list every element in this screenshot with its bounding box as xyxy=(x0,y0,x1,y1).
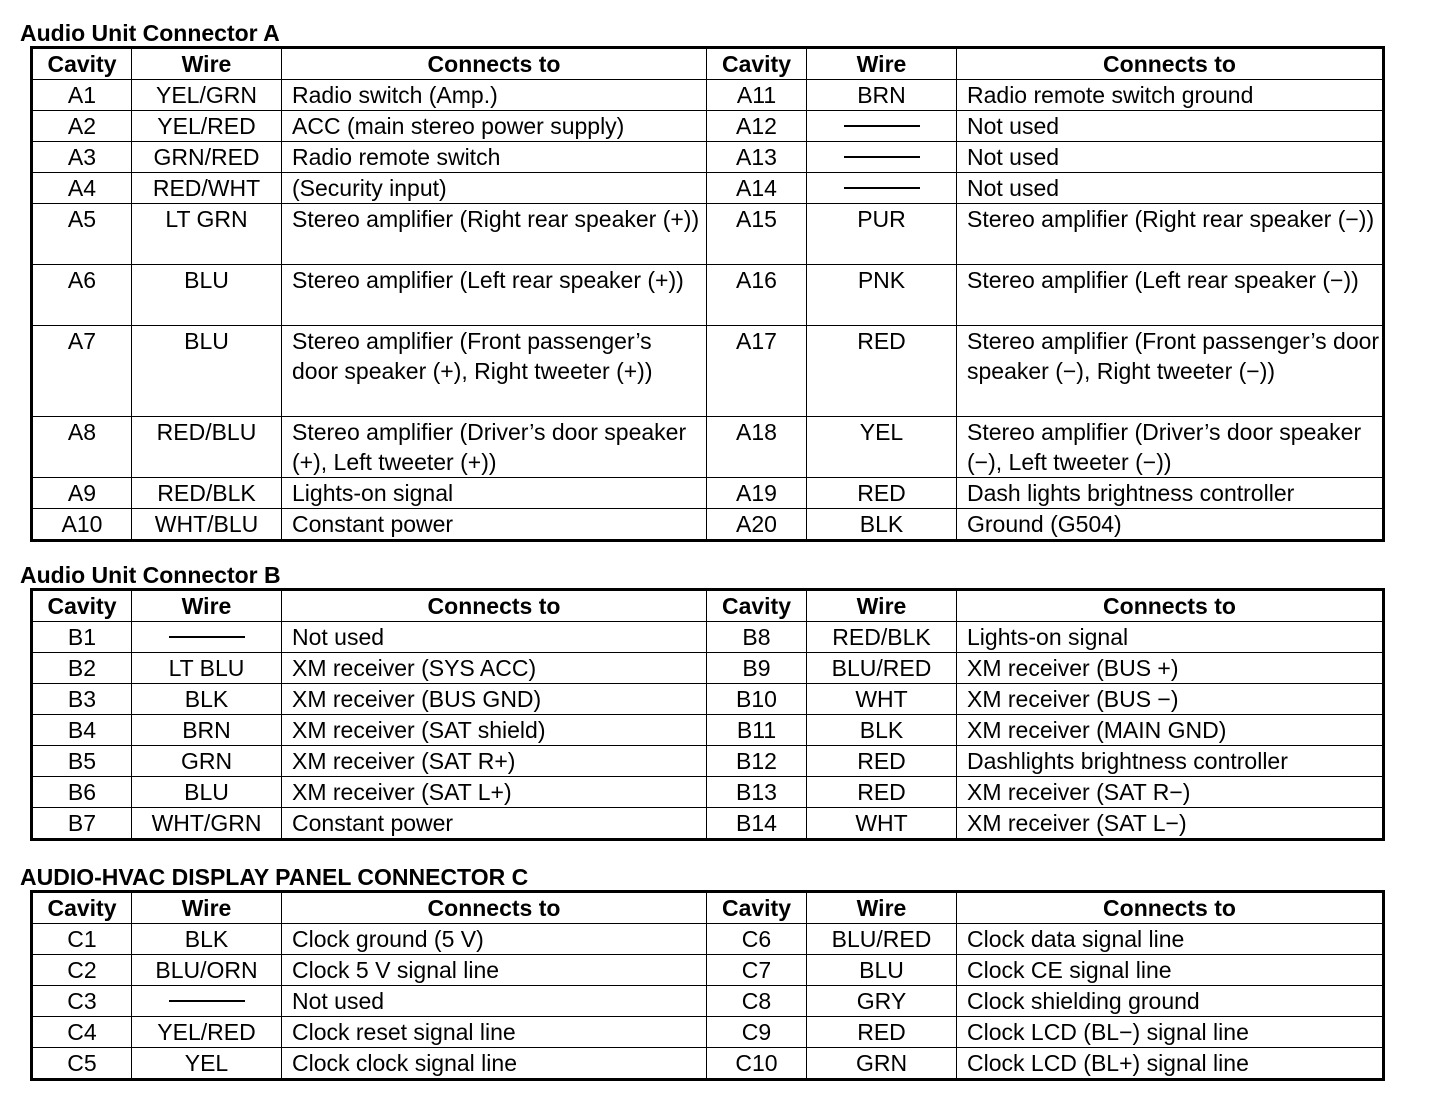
connects-to-cell: Stereo amplifier (Driver’s door speaker (−), Left tweeter (−)) xyxy=(957,417,1384,478)
cavity-cell: C6 xyxy=(707,924,807,955)
cavity-cell: A8 xyxy=(32,417,132,478)
cavity-cell: B1 xyxy=(32,622,132,653)
connector-b-table xyxy=(30,588,1385,841)
wire-cell: RED/WHT xyxy=(132,173,282,204)
table-row xyxy=(32,777,1384,808)
cavity-cell: A17 xyxy=(707,326,807,417)
table-row xyxy=(32,684,1384,715)
wire-cell: RED xyxy=(807,326,957,417)
cavity-cell: A9 xyxy=(32,478,132,509)
header-wire-right: Wire xyxy=(807,892,957,924)
connects-to-cell: Not used xyxy=(282,986,707,1017)
table-row xyxy=(32,265,1384,326)
connects-to-cell: Clock ground (5 V) xyxy=(282,924,707,955)
table-row xyxy=(32,746,1384,777)
wire-cell: GRY xyxy=(807,986,957,1017)
connector-b-section xyxy=(20,562,1382,841)
wire-cell: BLK xyxy=(807,715,957,746)
header-cavity-left: Cavity xyxy=(32,892,132,924)
cavity-cell: B4 xyxy=(32,715,132,746)
wire-cell: GRN xyxy=(807,1048,957,1080)
header-connects-left: Connects to xyxy=(282,590,707,622)
connects-to-cell: Not used xyxy=(957,111,1384,142)
connects-to-cell: (Security input) xyxy=(282,173,707,204)
no-wire-dash xyxy=(169,636,245,638)
header-connects-left: Connects to xyxy=(282,892,707,924)
wire-cell: LT GRN xyxy=(132,204,282,265)
header-connects-right: Connects to xyxy=(957,892,1384,924)
connects-to-cell: XM receiver (SAT shield) xyxy=(282,715,707,746)
cavity-cell: B10 xyxy=(707,684,807,715)
table-row xyxy=(32,111,1384,142)
wire-cell: GRN xyxy=(132,746,282,777)
wire-cell: PNK xyxy=(807,265,957,326)
connects-to-cell: Radio remote switch ground xyxy=(957,80,1384,111)
connects-to-cell: Radio remote switch xyxy=(282,142,707,173)
table-row xyxy=(32,955,1384,986)
connects-to-cell: Radio switch (Amp.) xyxy=(282,80,707,111)
wire-cell: RED/BLK xyxy=(132,478,282,509)
connects-to-cell: Lights-on signal xyxy=(957,622,1384,653)
cavity-cell: C1 xyxy=(32,924,132,955)
connects-to-cell: Stereo amplifier (Left rear speaker (+)) xyxy=(282,265,707,326)
header-connects-left: Connects to xyxy=(282,48,707,80)
connector-b-title: Audio Unit Connector B xyxy=(20,562,281,588)
no-wire-dash xyxy=(169,1000,245,1002)
connects-to-cell: Lights-on signal xyxy=(282,478,707,509)
connects-to-cell: Stereo amplifier (Right rear speaker (−)) xyxy=(957,204,1384,265)
cavity-cell: A20 xyxy=(707,509,807,541)
cavity-cell: C5 xyxy=(32,1048,132,1080)
wire-cell: YEL xyxy=(132,1048,282,1080)
header-row xyxy=(32,892,1384,924)
cavity-cell: B8 xyxy=(707,622,807,653)
cavity-cell: A12 xyxy=(707,111,807,142)
connects-to-cell: XM receiver (SAT L−) xyxy=(957,808,1384,840)
table-row xyxy=(32,417,1384,478)
cavity-cell: B13 xyxy=(707,777,807,808)
header-wire-right: Wire xyxy=(807,590,957,622)
wire-cell: YEL xyxy=(807,417,957,478)
wire-cell: BLK xyxy=(132,924,282,955)
table-row xyxy=(32,986,1384,1017)
cavity-cell: B12 xyxy=(707,746,807,777)
cavity-cell: A3 xyxy=(32,142,132,173)
header-cavity-right: Cavity xyxy=(707,590,807,622)
wire-cell: PUR xyxy=(807,204,957,265)
connects-to-cell: XM receiver (SAT R−) xyxy=(957,777,1384,808)
connects-to-cell: XM receiver (BUS +) xyxy=(957,653,1384,684)
connector-a-table xyxy=(30,46,1385,542)
no-wire-dash xyxy=(844,125,920,127)
table-row xyxy=(32,653,1384,684)
connects-to-cell: Stereo amplifier (Front passenger’s door speaker (+), Right tweeter (+)) xyxy=(282,326,707,417)
cavity-cell: B14 xyxy=(707,808,807,840)
wire-cell: RED xyxy=(807,777,957,808)
wire-cell: WHT xyxy=(807,684,957,715)
table-row xyxy=(32,1048,1384,1080)
wire-cell: BRN xyxy=(807,80,957,111)
header-wire-right: Wire xyxy=(807,48,957,80)
connects-to-cell: Not used xyxy=(957,173,1384,204)
connects-to-cell: XM receiver (MAIN GND) xyxy=(957,715,1384,746)
wire-cell: YEL/GRN xyxy=(132,80,282,111)
wire-cell: BLK xyxy=(132,684,282,715)
wire-cell: BLU/RED xyxy=(807,924,957,955)
cavity-cell: A11 xyxy=(707,80,807,111)
wire-cell: YEL/RED xyxy=(132,1017,282,1048)
cavity-cell: A4 xyxy=(32,173,132,204)
cavity-cell: B3 xyxy=(32,684,132,715)
header-connects-right: Connects to xyxy=(957,590,1384,622)
cavity-cell: A5 xyxy=(32,204,132,265)
connects-to-cell: Clock reset signal line xyxy=(282,1017,707,1048)
wire-cell xyxy=(807,173,957,204)
wire-cell: WHT/GRN xyxy=(132,808,282,840)
wire-cell xyxy=(807,142,957,173)
connects-to-cell: XM receiver (SAT R+) xyxy=(282,746,707,777)
connects-to-cell: Stereo amplifier (Right rear speaker (+)) xyxy=(282,204,707,265)
connects-to-cell: Clock 5 V signal line xyxy=(282,955,707,986)
header-row xyxy=(32,48,1384,80)
cavity-cell: B2 xyxy=(32,653,132,684)
connector-c-table xyxy=(30,890,1385,1081)
wire-cell: RED/BLK xyxy=(807,622,957,653)
connects-to-cell: Clock clock signal line xyxy=(282,1048,707,1080)
wire-cell: BLU xyxy=(132,326,282,417)
table-row xyxy=(32,80,1384,111)
connects-to-cell: XM receiver (SYS ACC) xyxy=(282,653,707,684)
connector-c-title: AUDIO-HVAC DISPLAY PANEL CONNECTOR C xyxy=(20,864,529,890)
cavity-cell: A7 xyxy=(32,326,132,417)
cavity-cell: B9 xyxy=(707,653,807,684)
wire-cell: BLK xyxy=(807,509,957,541)
table-row xyxy=(32,204,1384,265)
cavity-cell: A19 xyxy=(707,478,807,509)
wire-cell: LT BLU xyxy=(132,653,282,684)
no-wire-dash xyxy=(844,187,920,189)
no-wire-dash xyxy=(844,156,920,158)
table-row xyxy=(32,326,1384,417)
wire-cell: WHT xyxy=(807,808,957,840)
connector-a-section xyxy=(20,20,1382,542)
cavity-cell: A16 xyxy=(707,265,807,326)
cavity-cell: A6 xyxy=(32,265,132,326)
cavity-cell: A2 xyxy=(32,111,132,142)
wire-cell: BLU/ORN xyxy=(132,955,282,986)
table-row xyxy=(32,509,1384,541)
table-row xyxy=(32,478,1384,509)
wire-cell: BLU xyxy=(132,777,282,808)
connects-to-cell: Clock CE signal line xyxy=(957,955,1384,986)
header-connects-right: Connects to xyxy=(957,48,1384,80)
cavity-cell: A18 xyxy=(707,417,807,478)
connects-to-cell: Dash lights brightness controller xyxy=(957,478,1384,509)
table-row xyxy=(32,622,1384,653)
connects-to-cell: Constant power xyxy=(282,509,707,541)
wire-cell: BLU/RED xyxy=(807,653,957,684)
cavity-cell: B11 xyxy=(707,715,807,746)
cavity-cell: A13 xyxy=(707,142,807,173)
wire-cell: RED/BLU xyxy=(132,417,282,478)
connects-to-cell: Clock LCD (BL+) signal line xyxy=(957,1048,1384,1080)
header-row xyxy=(32,590,1384,622)
connects-to-cell: Clock LCD (BL−) signal line xyxy=(957,1017,1384,1048)
wire-cell xyxy=(132,986,282,1017)
connects-to-cell: Not used xyxy=(957,142,1384,173)
table-row xyxy=(32,715,1384,746)
cavity-cell: B7 xyxy=(32,808,132,840)
connector-a-title: Audio Unit Connector A xyxy=(20,20,280,46)
cavity-cell: A15 xyxy=(707,204,807,265)
cavity-cell: A14 xyxy=(707,173,807,204)
wire-cell: RED xyxy=(807,478,957,509)
wire-cell: BLU xyxy=(807,955,957,986)
cavity-cell: C10 xyxy=(707,1048,807,1080)
cavity-cell: C9 xyxy=(707,1017,807,1048)
wire-cell: GRN/RED xyxy=(132,142,282,173)
cavity-cell: C3 xyxy=(32,986,132,1017)
header-cavity-right: Cavity xyxy=(707,48,807,80)
cavity-cell: A1 xyxy=(32,80,132,111)
header-wire-left: Wire xyxy=(132,892,282,924)
connects-to-cell: Not used xyxy=(282,622,707,653)
cavity-cell: A10 xyxy=(32,509,132,541)
wire-cell: BLU xyxy=(132,265,282,326)
wire-cell: RED xyxy=(807,1017,957,1048)
table-row xyxy=(32,173,1384,204)
wire-cell: RED xyxy=(807,746,957,777)
wire-cell: YEL/RED xyxy=(132,111,282,142)
connects-to-cell: Clock shielding ground xyxy=(957,986,1384,1017)
connects-to-cell: XM receiver (BUS −) xyxy=(957,684,1384,715)
wire-cell: WHT/BLU xyxy=(132,509,282,541)
header-cavity-left: Cavity xyxy=(32,590,132,622)
connects-to-cell: Dashlights brightness controller xyxy=(957,746,1384,777)
connects-to-cell: XM receiver (BUS GND) xyxy=(282,684,707,715)
wire-cell xyxy=(132,622,282,653)
connects-to-cell: Constant power xyxy=(282,808,707,840)
connector-c-section xyxy=(20,864,1382,1081)
connects-to-cell: Stereo amplifier (Front passenger’s door speaker (−), Right tweeter (−)) xyxy=(957,326,1384,417)
connects-to-cell: Stereo amplifier (Driver’s door speaker (+), Left tweeter (+)) xyxy=(282,417,707,478)
table-row xyxy=(32,142,1384,173)
cavity-cell: C7 xyxy=(707,955,807,986)
connects-to-cell: Clock data signal line xyxy=(957,924,1384,955)
wire-cell: BRN xyxy=(132,715,282,746)
connects-to-cell: Stereo amplifier (Left rear speaker (−)) xyxy=(957,265,1384,326)
cavity-cell: B6 xyxy=(32,777,132,808)
connects-to-cell: XM receiver (SAT L+) xyxy=(282,777,707,808)
cavity-cell: B5 xyxy=(32,746,132,777)
header-wire-left: Wire xyxy=(132,48,282,80)
cavity-cell: C2 xyxy=(32,955,132,986)
header-wire-left: Wire xyxy=(132,590,282,622)
table-row xyxy=(32,808,1384,840)
table-row xyxy=(32,924,1384,955)
connects-to-cell: Ground (G504) xyxy=(957,509,1384,541)
cavity-cell: C4 xyxy=(32,1017,132,1048)
header-cavity-left: Cavity xyxy=(32,48,132,80)
connects-to-cell: ACC (main stereo power supply) xyxy=(282,111,707,142)
cavity-cell: C8 xyxy=(707,986,807,1017)
header-cavity-right: Cavity xyxy=(707,892,807,924)
table-row xyxy=(32,1017,1384,1048)
wire-cell xyxy=(807,111,957,142)
